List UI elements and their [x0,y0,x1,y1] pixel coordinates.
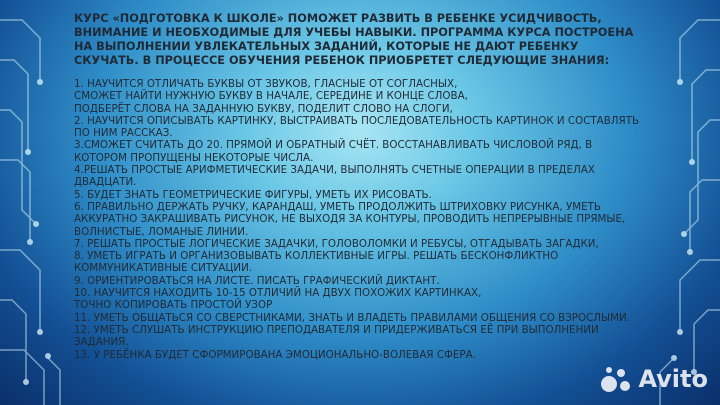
skills-list [74,78,642,361]
list-item: 13. У РЕБЁНКА БУДЕТ СФОРМИРОВАНА ЭМОЦИОНАЛЬНО-ВОЛЕВАЯ СФЕРА. [74,348,476,361]
list-item: 6. ПРАВИЛЬНО ДЕРЖАТЬ РУЧКУ, КАРАНДАШ, УМЕТЬ ПРОДОЛЖИТЬ ШТРИХОВКУ РИСУНКА, УМЕТЬ АККУРАТНО ЗАКРАШИВАТЬ РИСУНОК, НЕ ВЫХОДЯ ЗА КОНТУРЫ, ПРОВОДИТЬ НЕПРЕРЫВНЫЕ ПРЯМЫЕ, ВОЛНИСТЫЕ, ЛОМАНЫЕ ЛИНИИ. [74,200,629,238]
list-item: 1. НАУЧИТСЯ ОТЛИЧАТЬ БУКВЫ ОТ ЗВУКОВ, ГЛАСНЫЕ ОТ СОГЛАСНЫХ, СМОЖЕТ НАЙТИ НУЖНУЮ БУКВУ В НАЧАЛЕ, СЕРЕДИНЕ И КОНЦЕ СЛОВА, ПОДБЕРЁТ СЛОВА НА ЗАДАННУЮ БУКВУ, ПОДЕЛИТ СЛОВО НА СЛОГИ, [74,78,468,115]
list-item: 12. УМЕТЬ СЛУШАТЬ ИНСТРУКЦИЮ ПРЕПОДАВАТЕЛЯ И ПРИДЕРЖИВАТЬСЯ ЕЁ ПРИ ВЫПОЛНЕНИИ ЗАДАНИЯ. [74,323,602,349]
list-item: 3.СМОЖЕТ СЧИТАТЬ ДО 20. ПРЯМОЙ И ОБРАТНЫЙ СЧЁТ. ВОССТАНАВЛИВАТЬ ЧИСЛОВОЙ РЯД, В КОТОРОМ ПРОПУЩЕНЫ НЕКОТОРЫЕ ЧИСЛА. [74,139,596,164]
list-item: 7. РЕШАТЬ ПРОСТЫЕ ЛОГИЧЕСКИЕ ЗАДАЧКИ, ГОЛОВОЛОМКИ И РЕБУСЫ, ОТГАДЫВАТЬ ЗАГАДКИ, [74,237,599,250]
list-item: 10. НАУЧИТСЯ НАХОДИТЬ 10-15 ОТЛИЧИЙ НА ДВУХ ПОХОЖИХ КАРТИНКАХ, ТОЧНО КОПИРОВАТЬ ПРОСТОЙ УЗОР [74,287,482,312]
avito-logo-icon [600,365,634,393]
list-item: 11. УМЕТЬ ОБЩАТЬСЯ СО СВЕРСТНИКАМИ, ЗНАТЬ И ВЛАДЕТЬ ПРАВИЛАМИ ОБЩЕНИЯ СО ВЗРОСЛЫМИ. [74,311,630,324]
list-item: 9. ОРИЕНТИРОВАТЬСЯ НА ЛИСТЕ. ПИСАТЬ ГРАФИЧЕСКИЙ ДИКТАНТ. [74,274,440,287]
list-item: 5. БУДЕТ ЗНАТЬ ГЕОМЕТРИЧЕСКИЕ ФИГУРЫ, УМЕТЬ ИХ РИСОВАТЬ. [74,188,432,201]
list-item: 4.РЕШАТЬ ПРОСТЫЕ АРИФМЕТИЧЕСКИЕ ЗАДАЧИ, ВЫПОЛНЯТЬ СЧЕТНЫЕ ОПЕРАЦИИ В ПРЕДЕЛАХ ДВАДЦАТИ. [74,164,599,189]
list-item: 8. УМЕТЬ ИГРАТЬ И ОРГАНИЗОВЫВАТЬ КОЛЛЕКТИВНЫЕ ИГРЫ. РЕШАТЬ БЕСКОНФЛИКТНО КОММУНИКАТИВНЫЕ СИТУАЦИИ. [74,250,562,275]
avito-watermark [600,365,708,393]
list-item: 2. НАУЧИТСЯ ОПИСЫВАТЬ КАРТИНКУ, ВЫСТРАИВАТЬ ПОСЛЕДОВАТЕЛЬНОСТЬ КАРТИНОК И СОСТАВЛЯТЬ ПО НИМ РАССКАЗ. [74,114,643,140]
watermark-text: Avito [638,365,708,393]
slide-heading: КУРС «ПОДГОТОВКА К ШКОЛЕ» ПОМОЖЕТ РАЗВИТЬ В РЕБЕНКЕ УСИДЧИВОСТЬ, ВНИМАНИЕ И НЕОБХОДИМЫЕ ДЛЯ УЧЕБЫ НАВЫКИ. ПРОГРАММА КУРСА ПОСТРОЕНА НА ВЫПОЛНЕНИИ УВЛЕКАТЕЛЬНЫХ ЗАДАНИЙ, КОТОРЫЕ НЕ ДАЮТ РЕБЕНКУ СКУЧАТЬ. В ПРОЦЕССЕ ОБУЧЕНИЯ РЕБЕНОК ПРИОБРЕТЕТ СЛЕДУЮЩИЕ ЗНАНИЯ: [74,12,634,67]
slide-content [74,12,642,361]
